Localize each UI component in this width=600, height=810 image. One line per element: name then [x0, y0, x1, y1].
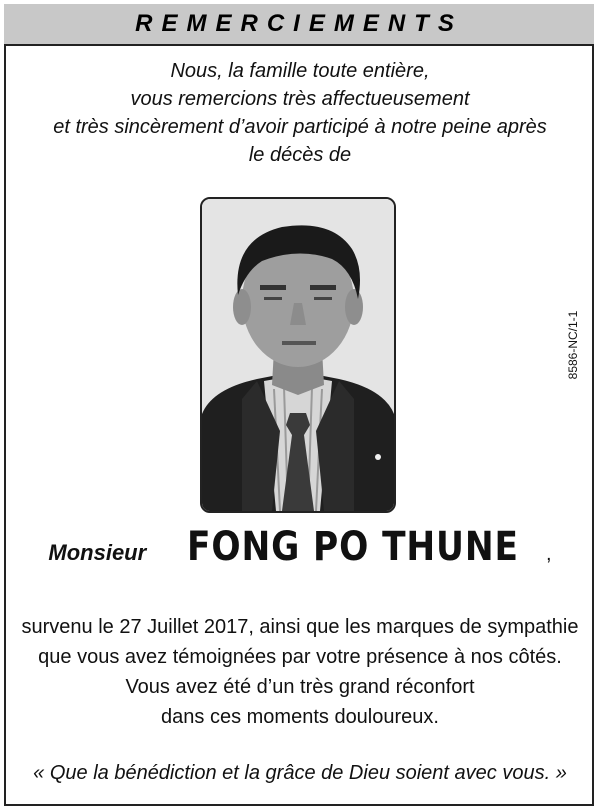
body-line-1: survenu le 27 Juillet 2017, ainsi que les marques de sympathie [21, 616, 579, 638]
portrait-illustration [202, 199, 394, 511]
intro-line-1: Nous, la famille toute entière, [170, 60, 430, 82]
portrait-photo [200, 197, 396, 513]
body-line-3: Vous avez été d’un très grand réconfort [125, 676, 475, 698]
side-reference-code: 8586-NC/1-1 [566, 310, 580, 380]
blessing-line: « Que la bénédiction et la grâce de Dieu soient avec vous. » [33, 762, 567, 784]
header-title: REMERCIEMENTS [135, 10, 463, 37]
intro-line-3: et très sincèrement d’avoir participé à notre peine après [53, 116, 547, 138]
deceased-name-line [0, 524, 600, 570]
deceased-name: FONG PO THUNE [187, 524, 520, 570]
body-line-2: que vous avez témoignées par votre présence à nos côtés. [38, 646, 562, 668]
notice-header [4, 4, 594, 46]
deceased-title: Monsieur [48, 540, 147, 565]
body-line-4: dans ces moments douloureux. [161, 706, 439, 728]
name-comma: , [546, 543, 552, 565]
intro-line-2: vous remercions très affectueusement [130, 88, 470, 110]
intro-line-4: le décès de [248, 144, 352, 166]
